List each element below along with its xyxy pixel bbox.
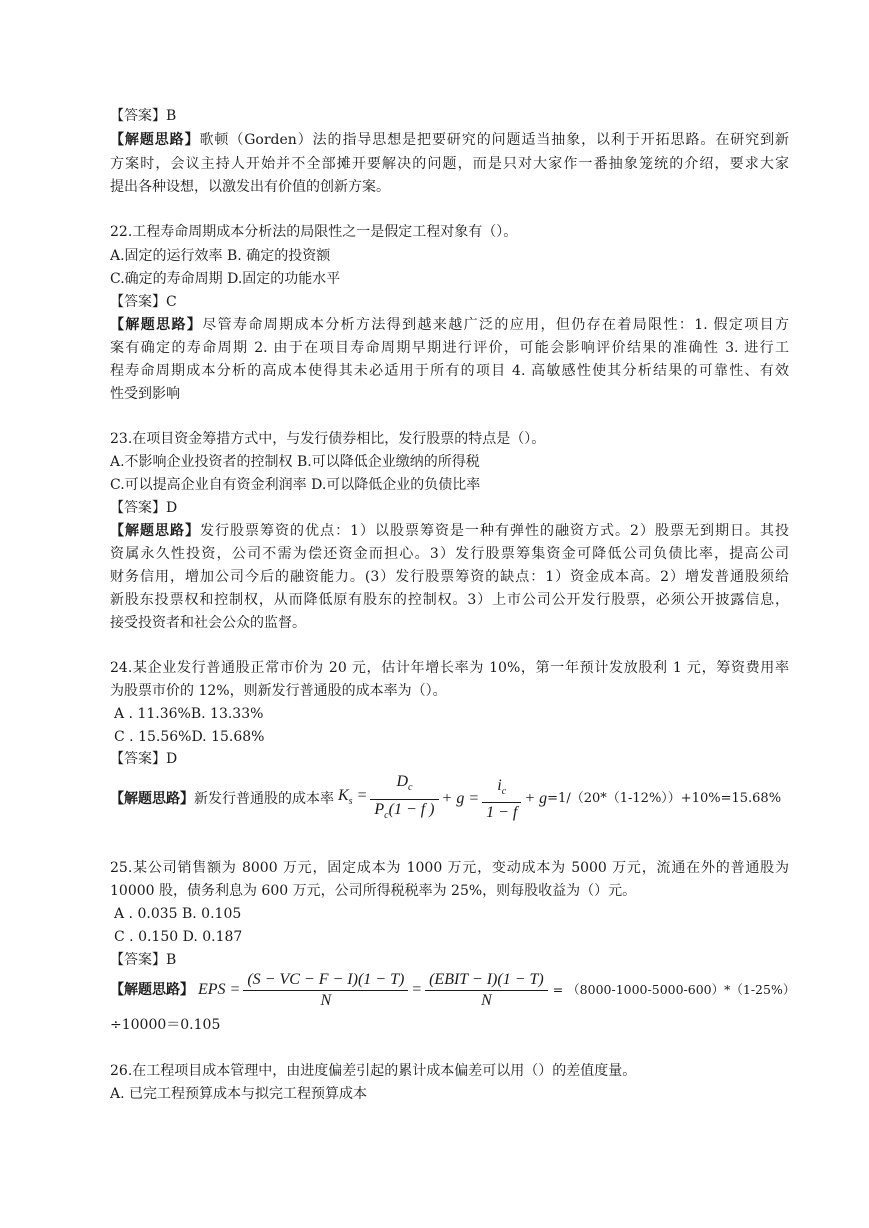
q24-answer: 【答案】D — [110, 751, 178, 767]
q24-options-cd: C . 15.56%D. 15.68% — [114, 729, 265, 745]
q22-answer: 【答案】C — [110, 294, 177, 310]
q25-options-cd: C . 0.150 D. 0.187 — [114, 929, 243, 945]
q22-analysis-line-4: 性受到影响 — [110, 386, 180, 402]
analysis-label: 【解题思路】 — [110, 317, 203, 333]
q22-analysis-line-2: 案有确定的寿命周期 2. 由于在项目寿命周期早期进行评价，可能会影响评价结果的准确性 3. 进行工 — [110, 340, 789, 356]
q24-analysis-text: 新发行普通股的成本率 — [194, 791, 334, 808]
q23-analysis-line-2: 资属永久性投资，公司不需为偿还资金而担心。3）发行股票筹集资金可降低公司负债比率，提高公司 — [110, 546, 789, 562]
q24-fraction-2: $\frac{i_c}{1 - f}$ — [482, 777, 521, 822]
q25-answer: 【答案】B — [110, 952, 177, 968]
analysis-label: 【解题思路】 — [110, 982, 194, 998]
q23-analysis-line-4: 新股东投票权和控制权，从而降低原有股东的控制权。3）上市公司公开发行股票，必须公开披露信息， — [110, 592, 789, 608]
q24-analysis: 【解题思路】 新发行普通股的成本率 $K_s$ = $\frac{D_c}{P_c(1 - f )}$ + g = $\frac{i_c}{1 - f}$ + g =1/（20*（1-12%））+10%=15.68% — [110, 772, 781, 826]
q25-stem-line-1: 25.某公司销售额为 8000 万元，固定成本为 1000 万元，变动成本为 5000 万元，流通在外的普通股为 — [110, 860, 789, 876]
q23-stem: 23.在项目资金筹措方式中，与发行债券相比，发行股票的特点是（）。 — [110, 431, 546, 447]
q25-stem-line-2: 10000 股，债务利息为 600 万元，公司所得税税率为 25%，则每股收益为（）元。 — [110, 883, 637, 899]
q24-stem-line-2: 为股票市价的 12%，则新发行普通股的成本率为（）。 — [110, 683, 447, 699]
q21-answer: 【答案】B — [110, 108, 177, 124]
q26-stem: 26.在工程项目成本管理中，由进度偏差引起的累计成本偏差可以用（）的差值度量。 — [110, 1063, 637, 1079]
q21-analysis-line-2: 方案时，会议主持人开始并不全部摊开要解决的问题，而是只对大家作一番抽象笼统的介绍，要求大家 — [110, 156, 789, 172]
q25-result-line-2: ÷10000＝0.105 — [110, 1017, 221, 1033]
q23-options-ab: A.不影响企业投资者的控制权 B.可以降低企业缴纳的所得税 — [110, 454, 480, 470]
q26-option-a: A. 已完工程预算成本与拟完工程预算成本 — [110, 1086, 368, 1102]
q22-stem: 22.工程寿命周期成本分析法的局限性之一是假定工程对象有（）。 — [110, 224, 518, 240]
q24-stem-line-1: 24.某企业发行普通股正常市价为 20 元，估计年增长率为 10%，第一年预计发放股利 1 元，筹资费用率 — [110, 660, 789, 676]
q24-result: =1/（20*（1-12%））+10%=15.68% — [547, 791, 782, 807]
q21-analysis-line-1: 【解题思路】歌顿（Gorden）法的指导思想是把要研究的问题适当抽象，以利于开拓思路。在研究到新 — [110, 132, 789, 148]
q25-fraction-1: $\frac{(S - VC - F - I)(1 - T)}{N}$ — [243, 971, 408, 1010]
q23-options-cd: C.可以提高企业自有资金利润率 D.可以降低企业的负债比率 — [110, 477, 481, 493]
q24-options-ab: A . 11.36%B. 13.33% — [114, 706, 264, 722]
q22-analysis-line-3: 程寿命周期成本分析的高成本使得其未必适用于所有的项目 4. 高敏感性使其分析结果的可靠性、有效 — [110, 363, 789, 379]
analysis-label: 【解题思路】 — [110, 132, 200, 148]
analysis-label: 【解题思路】 — [110, 791, 194, 808]
q25-options-ab: A . 0.035 B. 0.105 — [114, 906, 242, 922]
q22-options-ab: A.固定的运行效率 B. 确定的投资额 — [110, 248, 331, 264]
q21-analysis-line-3: 提出各种设想，以激发出有价值的创新方案。 — [110, 179, 390, 195]
q25-fraction-2: $\frac{\text{(EBIT − I)(1 − T)}}{N}$ — [425, 971, 548, 1010]
q24-formula: $K_s$ = — [338, 787, 368, 808]
q23-analysis-line-1: 【解题思路】发行股票筹资的优点：1）以股票筹资是一种有弹性的融资方式。2）股票无到期日。其投 — [110, 523, 790, 539]
q22-analysis-line-1: 【解题思路】尽管寿命周期成本分析方法得到越来越广泛的应用，但仍存在着局限性：1. 假定项目方 — [110, 317, 789, 333]
q23-answer: 【答案】D — [110, 500, 178, 516]
q24-fraction-1: $\frac{D_c}{P_c(1 - f )}$ — [370, 773, 438, 824]
q23-analysis-line-3: 财务信用，增加公司今后的融资能力。(3）发行股票筹资的缺点：1）资金成本高。2）增发普通股须给 — [110, 569, 789, 585]
q22-options-cd: C.确定的寿命周期 D.固定的功能水平 — [110, 271, 341, 287]
q25-analysis: 【解题思路】 EPS = $\frac{(S - VC - F - I)(1 - T)}{N}$ = $\frac{\text{(EBIT − I)(1 − T)}}{N}$ = （8000-1000-5000-600）*（1-25%） — [110, 966, 795, 1014]
q23-analysis-line-5: 接受投资者和社会公众的监督。 — [110, 615, 306, 631]
analysis-label: 【解题思路】 — [110, 523, 201, 539]
q25-result: = （8000-1000-5000-600）*（1-25%） — [552, 982, 796, 997]
